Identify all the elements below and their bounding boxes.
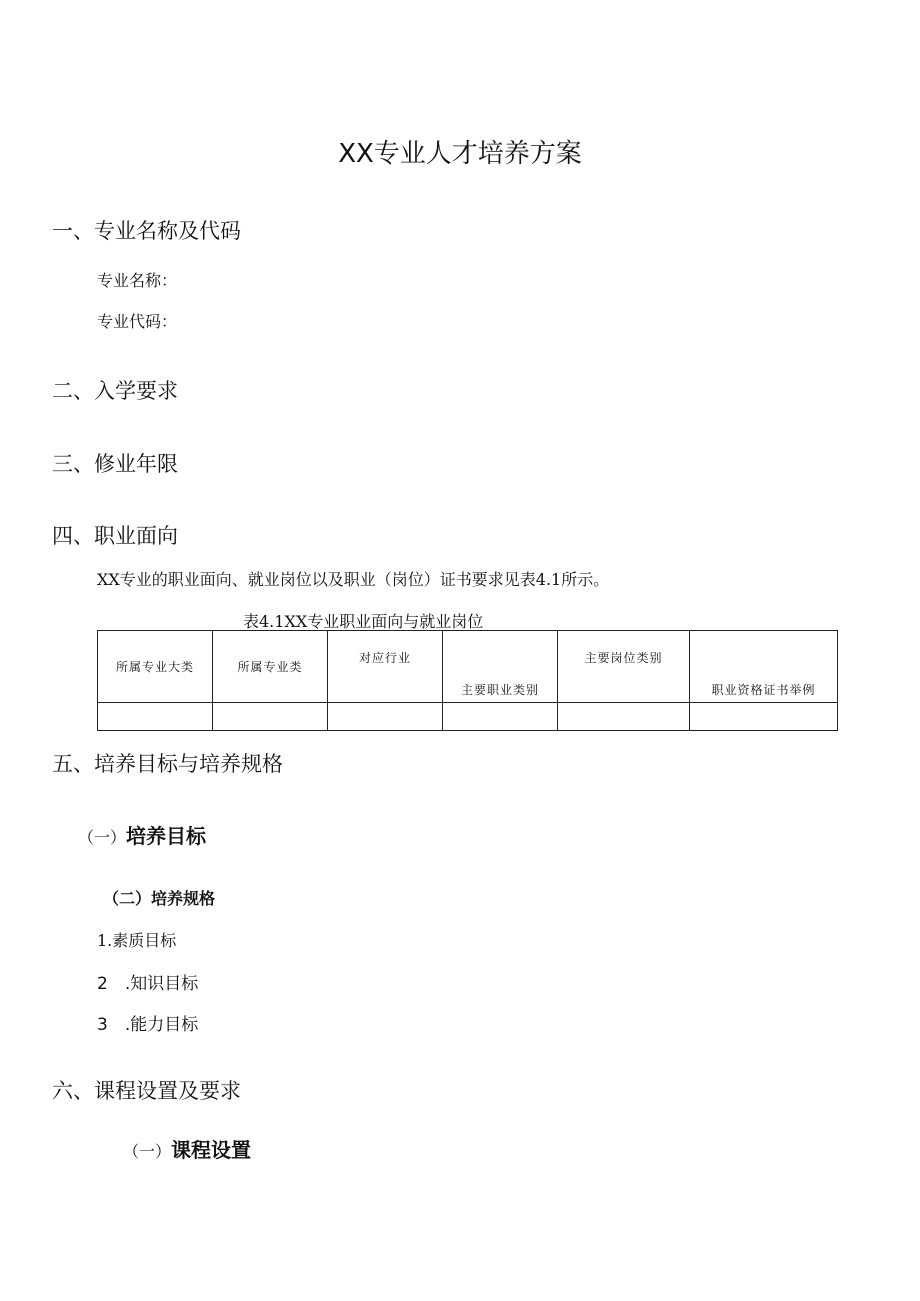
career-table [97,630,838,731]
table-cell [690,703,838,731]
table-row [98,703,838,731]
subheading-number: （一） [78,828,127,847]
table-cell [213,703,328,731]
table-caption: 表4.1XX专业职业面向与就业岗位 [243,612,484,631]
table-header-cell: 对应行业 [328,631,443,703]
subheading-training-specs [103,886,215,909]
table-cell [443,703,558,731]
subheading-number: （一） [123,1142,172,1161]
section-heading-5: 五、培养目标与培养规格 [52,752,283,776]
table-header-cell: 所属专业大类 [98,631,213,703]
subheading-label: 培养目标 [126,824,207,848]
document-title: XX专业人才培养方案 [338,139,582,169]
section-heading-4: 四、职业面向 [52,524,178,548]
major-code-label: 专业代码： [97,312,178,331]
table-header-cell: 主要岗位类别 [558,631,690,703]
subheading-number: （二） [103,889,152,908]
table-cell [558,703,690,731]
subheading-label: 课程设置 [171,1138,252,1162]
table-header-cell: 所属专业类 [213,631,328,703]
subheading-label: 培养规格 [151,889,216,908]
table-cell [98,703,213,731]
list-item: 1.素质目标 [97,931,177,950]
table-header-row [98,631,838,703]
list-item: 2 .知识目标 [97,974,199,994]
subheading-course-setup [123,1134,251,1163]
section-heading-6: 六、课程设置及要求 [52,1079,241,1103]
table-header-cell: 职业资格证书举例 [690,631,838,703]
table-header-cell: 主要职业类别 [443,631,558,703]
table-cell [328,703,443,731]
career-paragraph: XX专业的职业面向、就业岗位以及职业（岗位）证书要求见表4.1所示。 [97,570,610,589]
major-name-label: 专业名称： [97,271,178,290]
section-heading-2: 二、入学要求 [52,379,178,403]
section-heading-3: 三、修业年限 [52,452,178,476]
subheading-training-goals [78,820,206,849]
list-item: 3 .能力目标 [97,1015,199,1035]
section-heading-1: 一、专业名称及代码 [52,219,241,243]
